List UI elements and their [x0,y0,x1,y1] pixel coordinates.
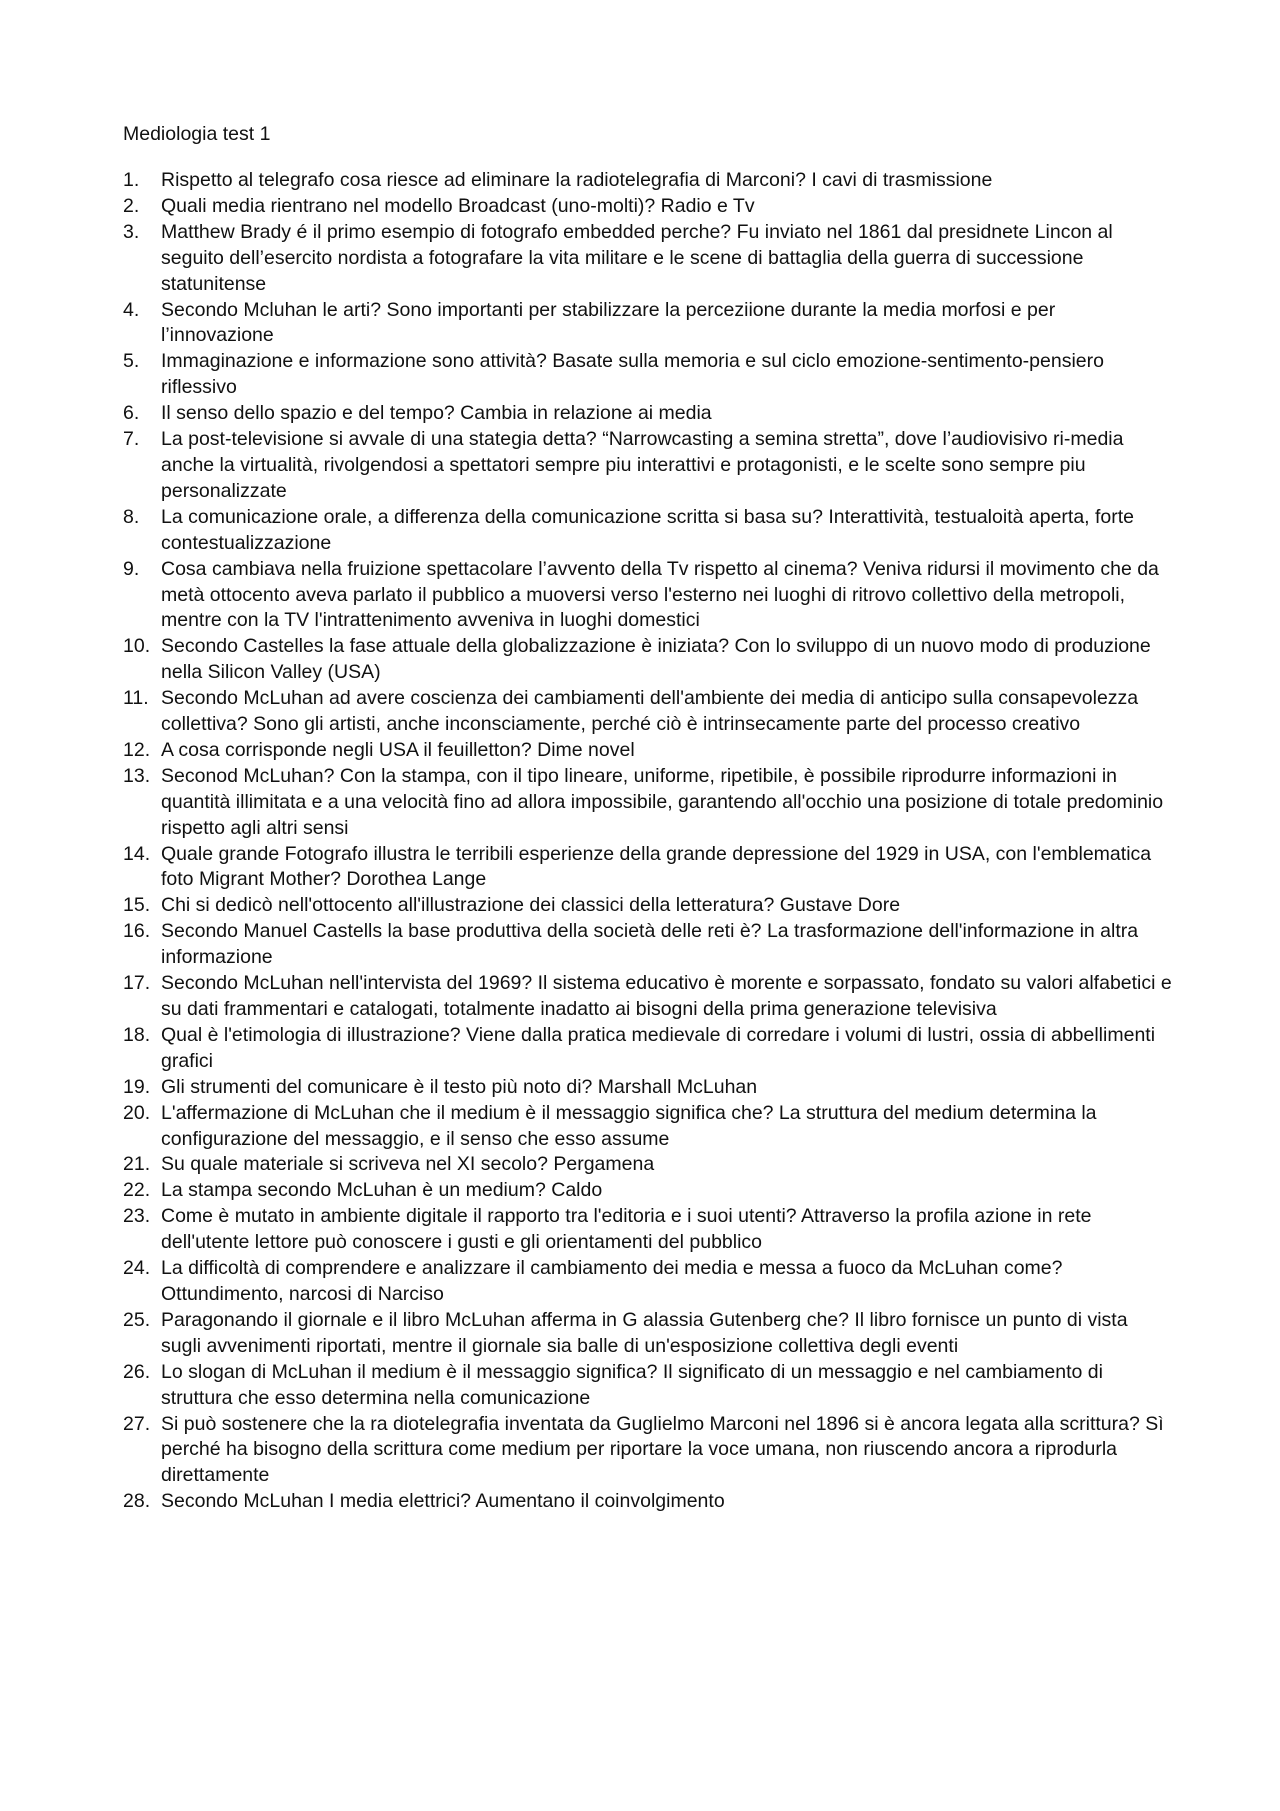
question-text: Gli strumenti del comunicare è il testo più noto di? Marshall McLuhan [161,1075,758,1098]
question-text: A cosa corrisponde negli USA il feuilletton? Dime novel [161,738,635,761]
question-text: Lo slogan di McLuhan il medium è il messaggio significa? Il significato di un messaggio e nel cambiamento di struttura che esso determina nella comunicazione [161,1360,1103,1409]
question-text: Secondo Manuel Castells la base produttiva della società delle reti è? La trasformazione dell'informazione in altra informazione [161,920,1139,969]
question-text: Quali media rientrano nel modello Broadcast (uno-molti)? Radio e Tv [161,194,755,217]
question-text: Secondo McLuhan ad avere coscienza dei cambiamenti dell'ambiente dei media di anticipo sulla consapevolezza collettiva? Sono gli artisti, anche inconsciamente, perché ciò è intrinsecamente parte del processo creativo [161,687,1139,736]
question-item [123,427,1173,505]
question-number: 1. [123,169,140,191]
question-item [123,893,1173,919]
question-item [123,401,1173,427]
question-text: Come è mutato in ambiente digitale il rapporto tra l'editoria e i suoi utenti? Attraverso la profila azione in rete dell'utente lettore può conoscere i gusti e gli orientamenti del pubblico [161,1205,1092,1254]
question-number: 26. [123,1360,151,1383]
question-text: Il senso dello spazio e del tempo? Cambia in relazione ai media [161,402,712,425]
question-item [123,842,1173,894]
question-number: 21. [123,1153,151,1176]
question-text: La post-televisione si avvale di una stategia detta? “Narrowcasting a semina stretta”, dove l’audiovisivo ri-media anche la virtualità, rivolgendosi a spettatori sempre piu interattivi e protagonisti, e le scelte sono sempre piu personalizzate [161,428,1124,502]
question-item [123,168,1173,194]
question-item [123,1101,1173,1153]
question-text: Seconod McLuhan? Con la stampa, con il tipo lineare, uniforme, ripetibile, è possibile riprodurre informazioni in quantità illimitata e a una velocità fino ad allora impossibile, garantendo all'occhio una posizione di totale predominio rispetto agli altri sensi [161,764,1164,839]
question-list [123,168,1173,1515]
question-text: Rispetto al telegrafo cosa riesce ad eliminare la radiotelegrafia di Marconi? I cavi di trasmissione [161,169,993,191]
question-text: Chi si dedicò nell'ottocento all'illustrazione dei classici della letteratura? Gustave Dore [161,894,901,917]
question-item [123,764,1173,842]
question-item [123,634,1173,686]
question-number: 28. [123,1490,151,1513]
question-text: Su quale materiale si scriveva nel XI secolo? Pergamena [161,1153,655,1176]
question-text: Secondo McLuhan nell'intervista del 1969? Il sistema educativo è morente e sorpassato, fondato su valori alfabetici e su dati frammentari e catalogati, totalmente inadatto ai bisogni della prima generazione televisiva [161,972,1172,1020]
question-number: 13. [123,764,151,787]
question-number: 5. [123,350,140,373]
question-text: Quale grande Fotografo illustra le terribili esperienze della grande depressione del 1929 in USA, con l'emblematica foto Migrant Mother? Dorothea Lange [161,842,1152,891]
question-text: Paragonando il giornale e il libro McLuhan afferma in G alassia Gutenberg che? Il libro fornisce un punto di vista sugli avvenimenti riportati, mentre il giornale sia balle di un'esposizione collettiva degli eventi [161,1308,1128,1357]
question-item [123,1360,1173,1412]
question-item [123,1256,1173,1308]
question-text: La stampa secondo McLuhan è un medium? Caldo [161,1179,603,1202]
question-number: 24. [123,1257,151,1280]
question-text: Si può sostenere che la ra diotelegrafia inventata da Guglielmo Marconi nel 1896 si è ancora legata alla scrittura? Sì perché ha bisogno della scrittura come medium per riportare la voce umana, non riuscendo ancora a riprodurla direttamente [161,1412,1164,1487]
question-item [123,1412,1173,1490]
question-text: Secondo McLuhan I media elettrici? Aumentano il coinvolgimento [161,1490,725,1513]
question-text: Secondo Mcluhan le arti? Sono importanti per stabilizzare la perceziione durante la media morfosi e per l’innovazione [161,298,1056,347]
question-item [123,1075,1173,1101]
question-item [123,1204,1173,1256]
question-number: 19. [123,1075,151,1098]
question-number: 27. [123,1412,151,1435]
question-number: 16. [123,920,151,943]
question-text: L'affermazione di McLuhan che il medium è il messaggio significa che? La struttura del medium determina la configurazione del messaggio, e il senso che esso assume [161,1101,1097,1150]
question-item [123,194,1173,220]
question-item [123,1489,1173,1515]
question-item [123,220,1173,298]
document-title: Mediologia test 1 [123,123,271,145]
question-item [123,1308,1173,1360]
question-item [123,1152,1173,1178]
question-item [123,1178,1173,1204]
question-item [123,738,1173,764]
question-number: 6. [123,402,140,425]
question-number: 23. [123,1205,151,1228]
question-item [123,919,1173,971]
question-number: 2. [123,194,140,217]
question-item [123,686,1173,738]
question-number: 15. [123,894,151,917]
question-item [123,1023,1173,1075]
question-number: 4. [123,298,140,321]
question-number: 3. [123,220,140,243]
question-item [123,557,1173,635]
question-text: La comunicazione orale, a differenza della comunicazione scritta si basa su? Interattività, testualoità aperta, forte contestualizzazione [161,505,1135,554]
question-text: Qual è l'etimologia di illustrazione? Viene dalla pratica medievale di corredare i volumi di lustri, ossia di abbellimenti grafici [161,1023,1156,1072]
question-text: La difficoltà di comprendere e analizzare il cambiamento dei media e messa a fuoco da McLuhan come? Ottundimento, narcosi di Narciso [161,1257,1063,1305]
question-number: 11. [123,687,149,710]
question-number: 7. [123,428,140,451]
question-item [123,349,1173,401]
question-number: 22. [123,1179,151,1202]
question-item [123,505,1173,557]
question-number: 12. [123,738,151,761]
document-page [123,121,1173,1515]
question-number: 9. [123,557,140,580]
question-text: Secondo Castelles la fase attuale della globalizzazione è iniziata? Con lo sviluppo di un nuovo modo di produzione nella Silicon Valley (USA) [161,635,1151,684]
question-text: Immaginazione e informazione sono attività? Basate sulla memoria e sul ciclo emozione-sentimento-pensiero riflessivo [161,350,1104,399]
question-number: 8. [123,505,140,528]
question-number: 14. [123,842,151,865]
question-number: 18. [123,1023,151,1046]
question-number: 20. [123,1101,151,1124]
question-number: 25. [123,1308,151,1331]
question-text: Cosa cambiava nella fruizione spettacolare l’avvento della Tv rispetto al cinema? Veniva ridursi il movimento che da metà ottocento aveva parlato il pubblico a muoversi verso l'esterno nei luoghi di ritrovo collettivo della metropoli, mentre con la TV l'intrattenimento avveniva in luoghi domestici [161,557,1159,632]
question-text: Matthew Brady é il primo esempio di fotografo embedded perche? Fu inviato nel 1861 dal presidnete Lincon al seguito dell’esercito nordista a fotografare la vita militare e le scene di battaglia della guerra di successione statunitense [161,220,1113,295]
question-item [123,298,1173,350]
question-number: 10. [123,635,151,658]
question-number: 17. [123,972,151,995]
question-item [123,971,1173,1023]
